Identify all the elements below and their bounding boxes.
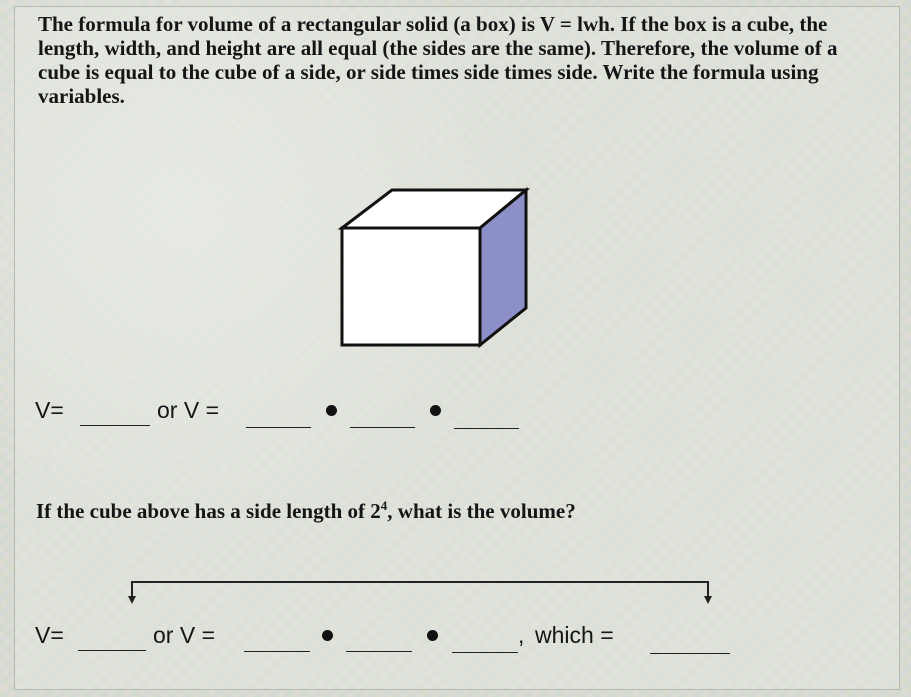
answer-blank-1c[interactable] xyxy=(350,427,415,428)
question-text-after: , what is the volume? xyxy=(387,499,576,523)
v-label-2: V= xyxy=(35,622,64,648)
instructions-paragraph: The formula for volume of a rectangular solid (a box) is V = lwh. If the box is a cube, the length, width, and height are all equal (the sides are the same). Therefore, the volume of a cube is equal to the cube of a side, or side times side times side. Write the formula using variables. xyxy=(38,12,838,108)
answer-blank-2c[interactable] xyxy=(346,651,412,652)
side-length-question xyxy=(36,498,576,524)
question-exponent: 4 xyxy=(380,498,388,513)
or-label-1: or V = xyxy=(157,397,220,423)
v-label-1: V= xyxy=(35,397,64,423)
cube-front-face xyxy=(342,228,480,345)
answer-blank-2a[interactable] xyxy=(78,650,146,651)
answer-blank-1a[interactable] xyxy=(80,425,150,426)
comma-2: , xyxy=(518,622,525,648)
bracket-arrow xyxy=(120,578,720,608)
multiply-dot-2b xyxy=(427,630,438,641)
answer-blank-1b[interactable] xyxy=(246,427,311,428)
multiply-dot-1a xyxy=(326,405,337,416)
answer-blank-2b[interactable] xyxy=(244,651,310,652)
answer-blank-1d[interactable] xyxy=(454,428,519,429)
multiply-dot-2a xyxy=(322,630,333,641)
multiply-dot-1b xyxy=(430,405,441,416)
answer-blank-2d[interactable] xyxy=(452,652,518,653)
which-label: which = xyxy=(535,622,614,648)
question-text-before: If the cube above has a side length of 2 xyxy=(36,499,381,523)
answer-blank-2e[interactable] xyxy=(650,653,730,654)
cube-figure xyxy=(330,180,530,350)
or-label-2: or V = xyxy=(153,622,216,648)
